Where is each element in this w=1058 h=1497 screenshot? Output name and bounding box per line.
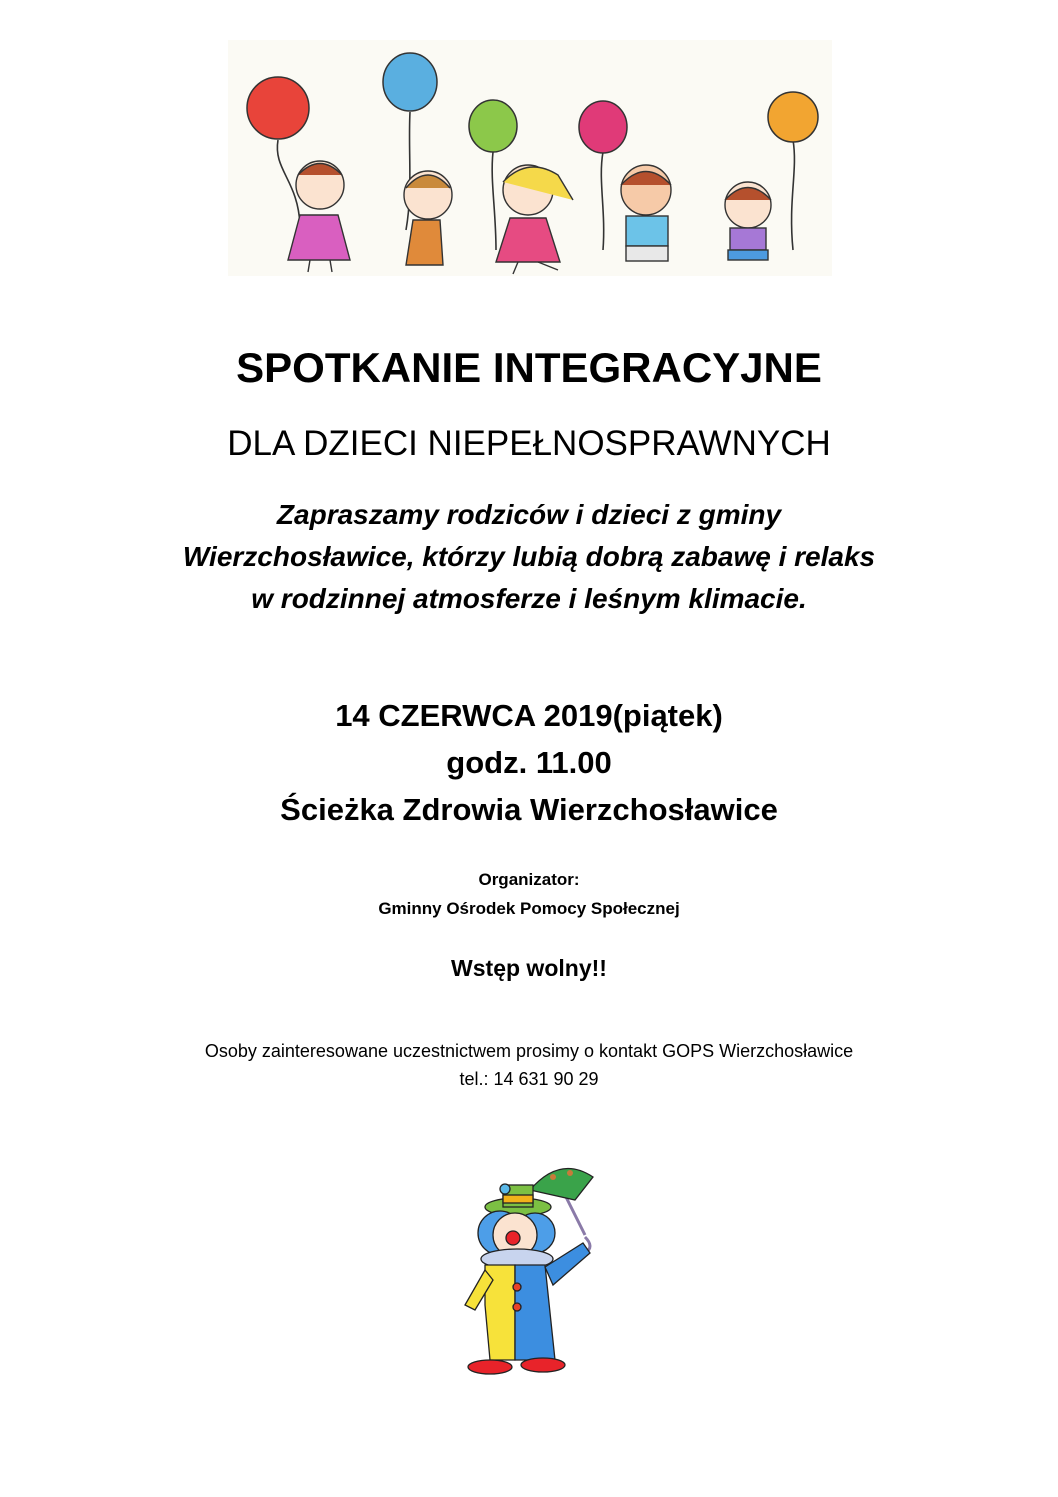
invitation-line-3: w rodzinnej atmosferze i leśnym klimacie.: [251, 583, 807, 614]
organizer-name: Gminny Ośrodek Pomocy Społecznej: [378, 899, 680, 918]
clown-illustration: [445, 1155, 625, 1385]
event-date: 14 CZERWCA 2019(piątek): [335, 698, 723, 733]
page-subtitle: DLA DZIECI NIEPEŁNOSPRAWNYCH: [227, 424, 831, 463]
children-balloons-illustration: [228, 40, 832, 276]
organizer-label: Organizator:: [478, 870, 580, 889]
contact-text: Osoby zainteresowane uczestnictwem prosimy o kontakt GOPS Wierzchosławice: [204, 1041, 854, 1061]
admission-note: Wstęp wolny!!: [451, 955, 607, 981]
page-title: SPOTKANIE INTEGRACYJNE: [236, 344, 822, 391]
contact-info: [0, 1037, 1058, 1093]
invitation-line-2: Wierzchosławice, którzy lubią dobrą zabawę i relaks: [182, 541, 876, 572]
contact-phone: tel.: 14 631 90 29: [459, 1069, 599, 1089]
event-time: godz. 11.00: [446, 745, 612, 780]
event-place: Ścieżka Zdrowia Wierzchosławice: [280, 792, 778, 827]
invitation-line-1: Zapraszamy rodziców i dzieci z gminy: [276, 499, 782, 530]
children-balloons-icon: [228, 40, 832, 276]
event-details: [0, 692, 1058, 833]
invitation-text: [0, 494, 1058, 620]
clown-icon: [445, 1155, 625, 1385]
